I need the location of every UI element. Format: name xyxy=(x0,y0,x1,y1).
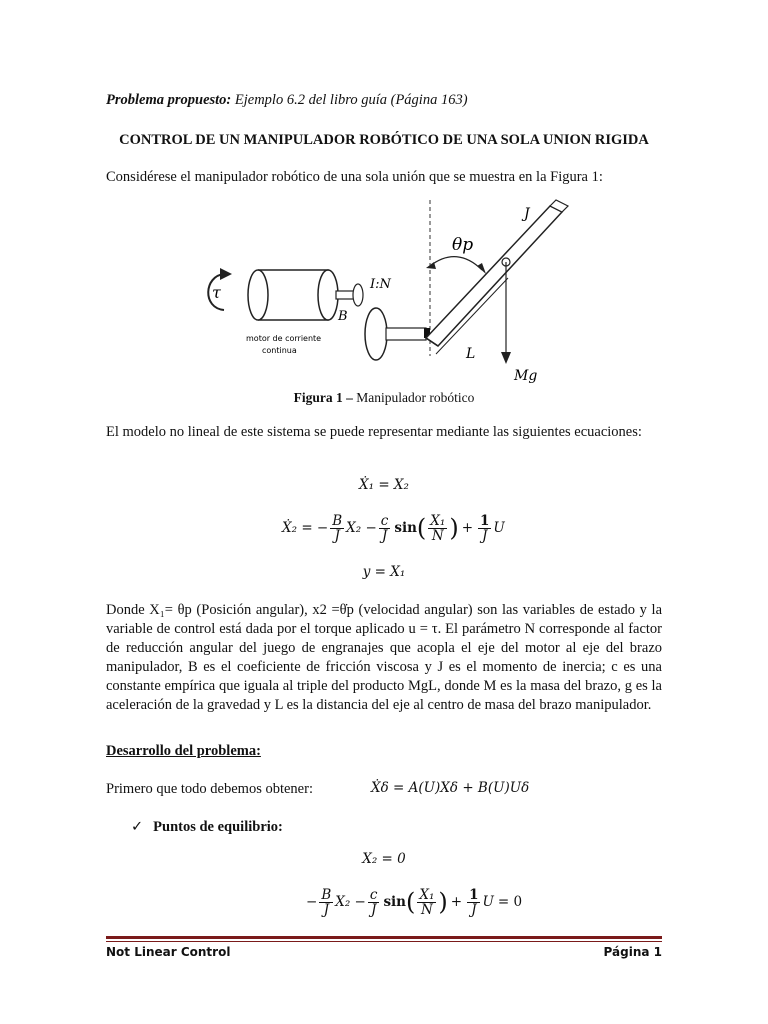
eqb-j1: J xyxy=(323,901,329,918)
document-title: CONTROL DE UN MANIPULADOR ROBÓTICO DE UNA SOLA UNION RIGIDA xyxy=(119,132,649,148)
tau-arrow-head xyxy=(220,268,232,280)
equilibrium-eq-2: − $\frac{B}{J}$ X₂ − $\frac{c}{J}$ sin ( $\frac{\text{X₁}}{N}$ ) + $\frac{1}{J}$ U = 0 xyxy=(306,886,523,918)
footer-rule-thin xyxy=(106,941,662,942)
eq2-one: 1 xyxy=(480,512,490,529)
linearized-equation: Ẋδ = A(U)Xδ + B(U)Uδ xyxy=(371,780,530,796)
equation-3: y = X₁ xyxy=(362,564,406,580)
large-gear xyxy=(365,308,387,360)
check-icon: ✓ xyxy=(131,819,144,835)
manipulator-figure xyxy=(190,196,580,386)
inertia-label: J xyxy=(524,206,530,222)
theta-arc xyxy=(430,257,482,270)
eq2-sin: sin xyxy=(394,520,417,536)
eqb-n: N xyxy=(420,901,433,918)
theta-label: θp xyxy=(452,235,474,255)
eqb-mid: X₂ − xyxy=(335,894,366,910)
eq2-x1: X₁ xyxy=(430,512,446,529)
intro-text: Considérese el manipulador robótico de una sola unión que se muestra en la Figura 1: xyxy=(106,169,603,185)
motor-end xyxy=(248,270,268,320)
problem-label: Problema propuesto: xyxy=(106,92,232,108)
ratio-label: I:N xyxy=(370,277,391,292)
equation-2: Ẋ₂ = − $\frac{B}{J}$ X₂ − $\frac{c}{J}$ sin ( $\frac{\text{X₁}}{N}$ ) + $\frac{1}{J}$ U xyxy=(282,512,505,544)
eq2-n: N xyxy=(431,527,444,544)
problem-line xyxy=(106,91,468,110)
figure-caption xyxy=(106,388,662,407)
tau-label: τ xyxy=(212,283,221,302)
length-label: L xyxy=(466,346,476,362)
eq2-lhs: Ẋ₂ = − xyxy=(282,520,329,536)
eqb-sin: sin xyxy=(383,894,406,910)
eqb-tail: = 0 xyxy=(497,894,523,910)
motor-shaft xyxy=(336,291,354,299)
arm-bar xyxy=(426,206,562,346)
motor-label-2: continua xyxy=(262,346,297,355)
small-gear xyxy=(353,284,363,306)
caption-text: Manipulador robótico xyxy=(352,390,475,405)
eq2-j3: J xyxy=(481,527,488,544)
footer-page: Página 1 xyxy=(603,945,662,959)
footer-rule-thick xyxy=(106,936,662,939)
bullet-equilibrium xyxy=(131,818,283,837)
section-heading: Desarrollo del problema: xyxy=(106,743,261,759)
caption-label: Figura 1 – xyxy=(293,390,353,405)
arm-shaft xyxy=(386,328,426,340)
problem-text: Ejemplo 6.2 del libro guía (Página 163) xyxy=(231,92,468,108)
motor-label-1: motor de corriente xyxy=(246,334,322,343)
friction-label: B xyxy=(338,309,348,324)
equilibrium-eq-1: X₂ = 0 xyxy=(362,851,406,867)
footer-left: Not Linear Control xyxy=(106,945,231,959)
eq2-mid: X₂ − xyxy=(346,520,377,536)
first-line: Primero que todo debemos obtener: xyxy=(106,781,313,797)
equation-1: Ẋ₁ = X₂ xyxy=(359,477,409,493)
eqb-j3: J xyxy=(471,901,477,918)
eq2-b: B xyxy=(332,512,343,529)
bullet-label: Puntos de equilibrio: xyxy=(153,819,283,835)
eqb-j2: J xyxy=(370,901,377,918)
eqb-u: U xyxy=(482,894,494,910)
eqb-one: 1 xyxy=(469,886,479,903)
eq2-j1: J xyxy=(334,527,340,544)
eq2-u: U xyxy=(493,520,505,536)
eq2-c: c xyxy=(380,512,389,529)
eqb-b: B xyxy=(321,886,332,903)
model-text: El modelo no lineal de este sistema se puede representar mediante las siguientes ecuaciones: xyxy=(106,424,642,440)
motor-face xyxy=(318,270,338,320)
eqb-c: c xyxy=(369,886,378,903)
description-paragraph: Donde X₁= θp (Posición angular), x2 =θ̇p (velocidad angular) son las variables de estado y la variable de control está dada por el torque aplicado u = τ. El parámetro N corresponde al factor de reducción angular del juego de engranajes que acopla el eje del motor al eje del brazo manipulador, B es el coeficiente de fricción viscosa y J es el momento de inercia; c es una constante empírica que iguala al triple del producto MgL, donde M es la masa del brazo, g es la aceleración de la gravedad y L es la distancia del eje al centro de masa del brazo manipulador. xyxy=(106,602,662,713)
eqb-x1: X₁ xyxy=(419,886,435,903)
eq2-j2: J xyxy=(381,527,388,544)
weight-label: Mg xyxy=(514,368,538,384)
